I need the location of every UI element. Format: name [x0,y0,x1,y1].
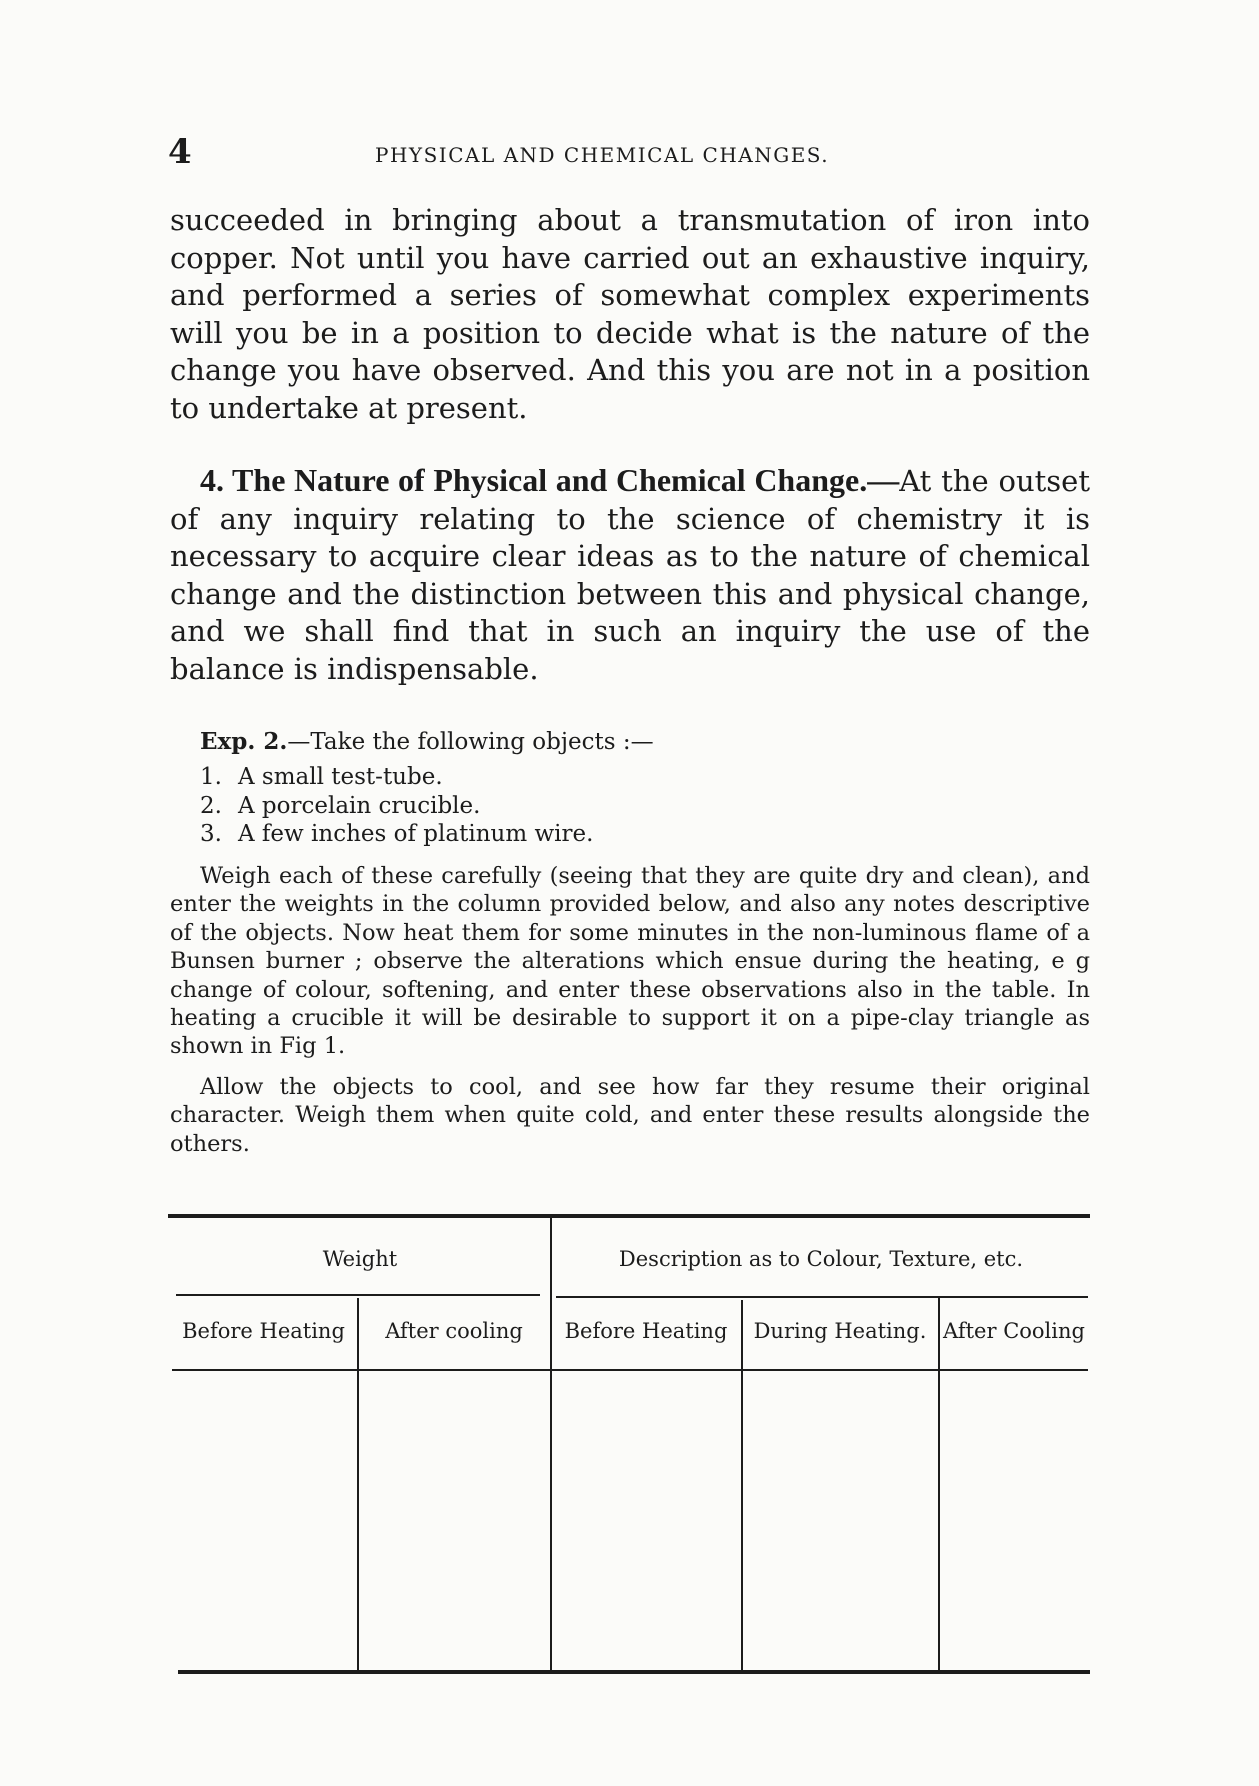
experiment-label: Exp. 2. [200,728,288,755]
table-cell[interactable] [941,1372,1088,1668]
page-number: 4 [168,132,192,172]
table-group-divider [550,1218,552,1670]
subheader-rule-description [556,1296,1088,1298]
table-top-rule [168,1214,1090,1218]
list-item-number: 3. [200,821,222,847]
column-header: Before Heating [182,1319,345,1343]
column-header-rule [172,1369,1088,1371]
table-cell[interactable] [744,1372,937,1668]
paragraph-4: Allow the objects to cool, and see how far they resume their original character. Weigh them when quite cold, and enter these results alongside the others. [170,1074,1090,1157]
column-header: After cooling [385,1319,523,1343]
table-bottom-rule [178,1670,1090,1674]
list-item-text: A small test-tube. [238,764,443,790]
experiment-intro-text: —Take the following objects :— [287,729,654,755]
list-item-text: A porcelain crucible. [238,792,481,819]
column-header: Before Heating [564,1319,728,1343]
list-item-number: 2. [200,792,222,819]
column-header: During Heating. [753,1319,927,1343]
paragraph-2-text: At the outset of any inquiry relating to the science of chemistry it is necessary to acquire clear ideas as to the nature of chemical change and the distinction between this and physical change, and we shall find that in such an inquiry the use of the balance is indispensable. [170,464,1090,686]
header-description: Description as to Colour, Texture, etc. [618,1247,1024,1271]
subheader-rule-weight [176,1294,540,1296]
list-item-number: 1. [200,764,222,790]
column-divider [357,1298,359,1670]
column-divider [938,1298,940,1670]
paragraph-1: succeeded in bringing about a transmutation of iron into copper. Not until you have carried out an exhaustive inquiry, and performed a series of somewhat complex experiments will you be in a position to decide what is the nature of the change you have observed. And this you are not in a position to undertake at present. [170,203,1090,425]
section-heading: 4. The Nature of Physical and Chemical Change.— [200,462,900,498]
column-header: After Cooling [943,1319,1085,1343]
table-cell[interactable] [553,1372,740,1668]
list-item-text: A few inches of platinum wire. [238,821,594,847]
header-weight: Weight [322,1247,398,1271]
paragraph-3: Weigh each of these carefully (seeing that they are quite dry and clean), and enter the weights in the column provided below, and also any notes descriptive of the objects. Now heat them for some minutes in the non-luminous flame of a Bunsen burner ; observe the alterations which ensue during the heating, e g change of colour, softening, and enter these observations also in the table. In heating a crucible it will be desirable to support it on a pipe-clay triangle as shown in Fig 1. [170,863,1090,1060]
running-head: PHYSICAL AND CHEMICAL CHANGES. [375,143,830,167]
table-cell[interactable] [174,1372,356,1668]
column-divider [741,1300,743,1670]
table-cell[interactable] [360,1372,549,1668]
